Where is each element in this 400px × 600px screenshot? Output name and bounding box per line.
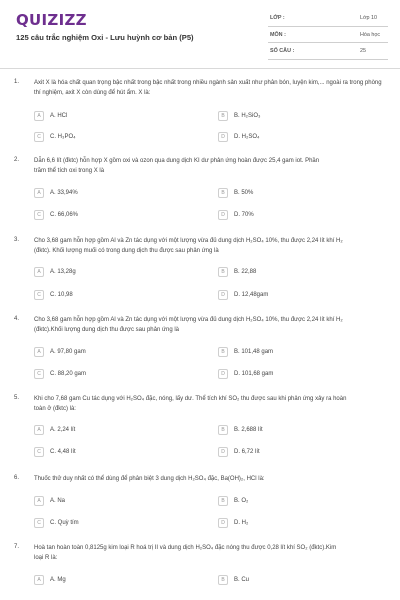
option-key-b: B <box>218 496 228 506</box>
option-text: C. 4,48 lít <box>50 448 76 455</box>
meta-row-count <box>268 43 388 60</box>
option-text: D. H₂SO₄ <box>234 133 260 140</box>
meta-row-subject <box>268 27 388 44</box>
option-text: C. 66,06% <box>50 211 79 218</box>
question-number: 5. <box>14 395 20 401</box>
option-a[interactable] <box>34 573 66 586</box>
option-key-b: B <box>218 575 228 585</box>
option-a[interactable] <box>34 345 86 358</box>
option-c[interactable] <box>34 367 86 380</box>
option-d[interactable] <box>218 516 248 529</box>
meta-row-class <box>268 10 388 27</box>
option-key-a: A <box>34 347 44 357</box>
question-line: Thuốc thử duy nhất có thể dùng để phân biệt 3 dung dịch H₂SO₄ đặc, Ba(OH)₂, HCl là: <box>34 476 265 482</box>
option-key-b: B <box>218 425 228 435</box>
question-line: Hoà tan hoàn toàn 0,8125g kim loại R hoá trị II và dung dịch H₂SO₄ đặc nóng thu được 0,28 lít khí SO₂ (đktc).Kim <box>34 545 337 551</box>
meta-label: MÔN : <box>270 31 286 38</box>
option-text: B. H₂SiO₃ <box>234 112 261 119</box>
meta-value: Hóa học <box>360 31 381 38</box>
option-b[interactable] <box>218 573 249 586</box>
question-line: loại R là: <box>34 554 58 561</box>
option-key-c: C <box>34 447 44 457</box>
question-text <box>34 157 389 176</box>
question-line: Dẫn 6,6 lít (đktc) hỗn hợp X gồm oxi và ozon qua dung dịch KI dư phản ứng hoàn được 25,4 gam iot. Phần <box>34 158 320 164</box>
option-text: A. Na <box>50 497 66 504</box>
option-key-c: C <box>34 290 44 300</box>
option-key-d: D <box>218 447 228 457</box>
option-text: B. 101,48 gam <box>234 348 274 355</box>
option-d[interactable] <box>218 288 268 301</box>
option-key-c: C <box>34 132 44 142</box>
option-text: C. 88,20 gam <box>50 370 87 377</box>
option-a[interactable] <box>34 186 78 199</box>
question-text <box>34 79 389 98</box>
question-number: 4. <box>14 316 20 322</box>
option-key-d: D <box>218 132 228 142</box>
worksheet-meta <box>268 10 388 60</box>
question-number: 7. <box>14 544 20 550</box>
question-line: Khi cho 7,68 gam Cu tác dụng với H₂SO₄ đặc, nóng, lấy dư. Thể tích khí SO₂ thu được sau khi phản ứng xảy ra hoàn <box>34 396 347 402</box>
worksheet-header <box>0 0 400 68</box>
meta-value: 25 <box>360 48 366 54</box>
quizizz-logo: QUIZIZZ <box>16 11 87 29</box>
question-text <box>34 395 389 414</box>
option-b[interactable] <box>218 186 253 199</box>
option-key-a: A <box>34 188 44 198</box>
option-text: C. Quỳ tím <box>50 519 79 526</box>
question-line: Cho 3,68 gam hỗn hợp gồm Al và Zn tác dụng với một lượng vừa đủ dung dịch H₂SO₄ 10%, thu được 2,24 lít khí H₂ <box>34 238 343 244</box>
question-text <box>34 237 389 256</box>
question-line: Cho 3,68 gam hỗn hợp gồm Al và Zn tác dụng với một lượng vừa đủ dung dịch H₂SO₄ 10%, thu được 2,24 lít khí H₂ <box>34 317 343 323</box>
option-b[interactable] <box>218 494 248 507</box>
option-key-d: D <box>218 518 228 528</box>
option-b[interactable] <box>218 109 260 122</box>
option-key-c: C <box>34 210 44 220</box>
option-c[interactable] <box>34 445 76 458</box>
option-key-a: A <box>34 496 44 506</box>
option-a[interactable] <box>34 494 65 507</box>
option-key-c: C <box>34 369 44 379</box>
question-line: trăm thể tích oxi trong X là <box>34 167 105 174</box>
option-text: A. Mg <box>50 576 66 583</box>
option-text: A. 13,28g <box>50 268 76 275</box>
question-text <box>34 475 389 485</box>
option-b[interactable] <box>218 265 256 278</box>
option-key-a: A <box>34 425 44 435</box>
question-number: 1. <box>14 79 20 85</box>
option-c[interactable] <box>34 288 73 301</box>
question-number: 2. <box>14 157 20 163</box>
option-d[interactable] <box>218 208 254 221</box>
option-a[interactable] <box>34 265 76 278</box>
option-key-d: D <box>218 290 228 300</box>
option-key-a: A <box>34 575 44 585</box>
option-b[interactable] <box>218 345 273 358</box>
option-text: B. Cu <box>234 576 250 583</box>
option-text: A. 97,80 gam <box>50 348 86 355</box>
question-line: thí nghiệm, axit X còn dùng để hút ẩm. X là: <box>34 89 151 96</box>
question-number: 6. <box>14 475 20 481</box>
header-divider <box>0 68 400 69</box>
option-text: B. 50% <box>234 189 254 196</box>
option-text: C. 10,98 <box>50 291 73 298</box>
meta-label: LỚP : <box>270 15 285 21</box>
question-text <box>34 316 389 335</box>
option-text: B. O₂ <box>234 497 249 504</box>
question-number: 3. <box>14 237 20 243</box>
option-text: C. H₃PO₄ <box>50 133 76 140</box>
option-c[interactable] <box>34 208 78 221</box>
option-text: D. 12,48gam <box>234 291 269 298</box>
option-key-a: A <box>34 267 44 277</box>
option-key-d: D <box>218 210 228 220</box>
worksheet-title: 125 câu trắc nghiệm Oxi - Lưu huỳnh cơ bản (P5) <box>16 33 194 42</box>
option-text: B. 22,88 <box>234 268 257 275</box>
option-key-d: D <box>218 369 228 379</box>
option-c[interactable] <box>34 516 79 529</box>
option-key-b: B <box>218 267 228 277</box>
question-text <box>34 544 389 563</box>
option-d[interactable] <box>218 445 260 458</box>
question-line: (đktc). Khối lượng muối có trong dung dịch thu được sau phản ứng là <box>34 247 219 254</box>
option-a[interactable] <box>34 423 75 436</box>
option-b[interactable] <box>218 423 263 436</box>
option-a[interactable] <box>34 109 67 122</box>
option-key-c: C <box>34 518 44 528</box>
option-text: A. 33,94% <box>50 189 78 196</box>
option-text: D. 6,72 lít <box>234 448 260 455</box>
option-d[interactable] <box>218 367 273 380</box>
option-key-b: B <box>218 188 228 198</box>
option-text: A. HCl <box>50 112 68 119</box>
question-line: toàn ở (đktc) là: <box>34 405 76 412</box>
option-text: A. 2,24 lít <box>50 426 76 433</box>
option-d[interactable] <box>218 130 259 143</box>
meta-value: Lớp 10 <box>360 15 378 21</box>
option-text: D. 101,68 gam <box>234 370 274 377</box>
option-text: D. 70% <box>234 211 254 218</box>
option-text: D. H₂ <box>234 519 249 526</box>
option-text: B. 2,688 lít <box>234 426 263 433</box>
option-c[interactable] <box>34 130 76 143</box>
meta-label: SỐ CÂU : <box>270 48 295 54</box>
question-line: Axit X là hóa chất quan trọng bậc nhất trong bậc nhất trong nhiều ngành sản xuất như phân bón, luyện kim,... ngoài ra trong phòng <box>34 80 382 86</box>
option-key-b: B <box>218 347 228 357</box>
option-key-b: B <box>218 111 228 121</box>
question-line: (đktc).Khối lượng dung dịch thu được sau phản ứng là <box>34 326 180 333</box>
option-key-a: A <box>34 111 44 121</box>
